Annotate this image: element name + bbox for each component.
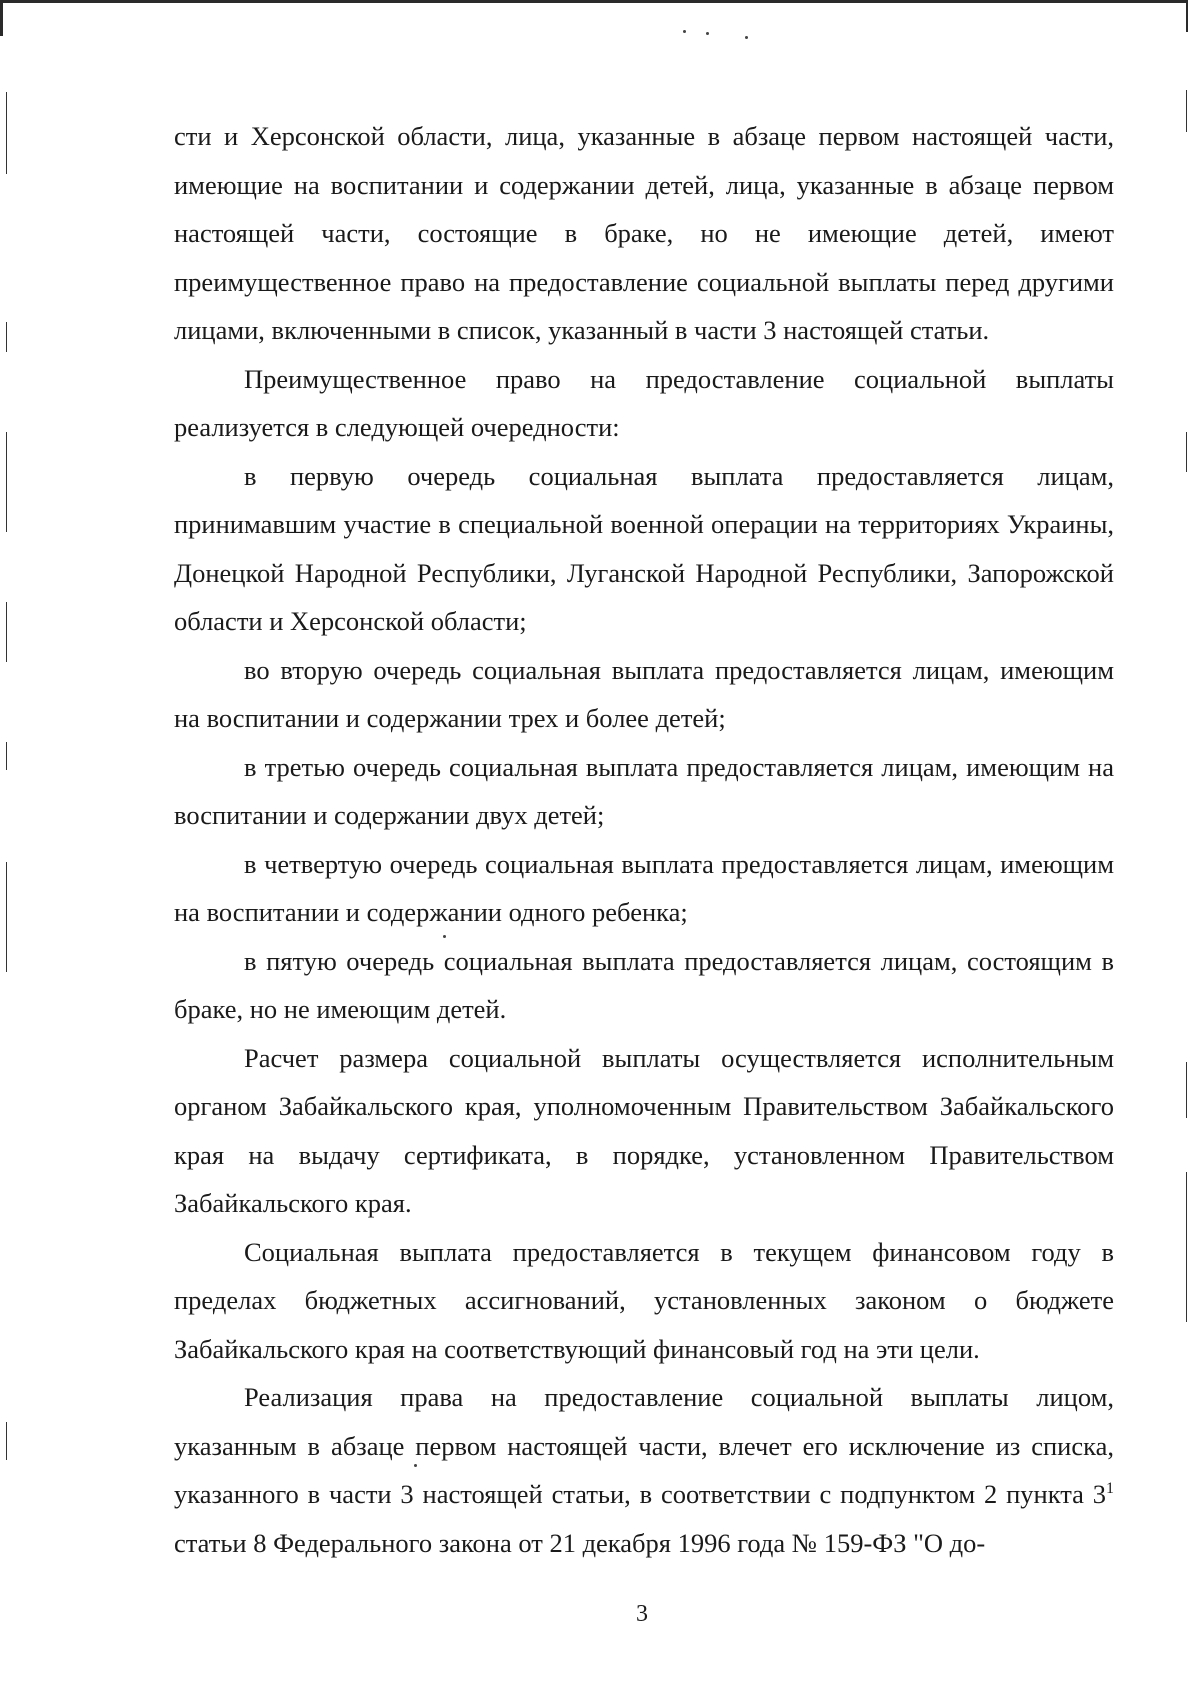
paragraph: Расчет размера социальной выплаты осуществляется исполнительным органом Забайкальского края, уполномоченным Правительством Забайкальского края на выдачу сертификата, в порядке, установленном Правительством Забайкальского края. [174, 1042, 1114, 1218]
scan-artifact [1186, 90, 1187, 132]
scan-artifact [745, 36, 748, 39]
scan-artifact [6, 602, 7, 662]
document-body [174, 112, 1114, 1567]
scan-artifact [6, 322, 7, 352]
scan-artifact [683, 30, 686, 33]
scan-artifact [1186, 432, 1187, 472]
scan-artifact [6, 432, 7, 532]
paragraph: во вторую очередь социальная выплата предоставляется лицам, имеющим на воспитании и содержании трех и более детей; [174, 654, 1114, 733]
scan-artifact [6, 1422, 7, 1460]
paragraph: Преимущественное право на предоставление социальной выплаты реализуется в следующей очередности: [174, 363, 1114, 442]
scan-border-right [1186, 0, 1188, 32]
scan-artifact [6, 862, 7, 972]
scan-artifact [706, 32, 709, 35]
paragraph: сти и Херсонской области, лица, указанные в абзаце первом настоящей части, имеющие на воспитании и содержании детей, лица, указанные в абзаце первом настоящей части, состоящие в браке, но не имеющие детей, имеют преимущественное право на предоставление социальной выплаты перед другими лицами, включенными в список, указанный в части 3 настоящей статьи. [174, 121, 1114, 345]
paragraph: в пятую очередь социальная выплата предоставляется лицам, состоящим в браке, но не имеющим детей. [174, 945, 1114, 1024]
scan-artifact [1186, 1172, 1187, 1322]
scan-artifact [1186, 1062, 1187, 1118]
paragraph-text: Реализация права на предоставление социальной выплаты лицом, указанным в абзаце первом настоящей части, влечет его исключение из списка, указанного в части 3 настоящей статьи, в соответствии с подпунктом 2 пункта 3 [174, 1382, 1114, 1509]
paragraph: в третью очередь социальная выплата предоставляется лицам, имеющим на воспитании и содержании двух детей; [174, 751, 1114, 830]
scan-border-left [0, 0, 3, 36]
scan-artifact [6, 742, 7, 770]
scan-border-top [0, 0, 1188, 3]
paragraph: в первую очередь социальная выплата предоставляется лицам, принимавшим участие в специальной военной операции на территориях Украины, Донецкой Народной Республики, Луганской Народной Республики, Запорожской области и Херсонской области; [174, 460, 1114, 636]
scan-artifact [6, 92, 7, 174]
page-number: 3 [636, 1601, 648, 1627]
paragraph: в четвертую очередь социальная выплата предоставляется лицам, имеющим на воспитании и содержании одного ребенка; [174, 848, 1114, 927]
paragraph-last [174, 1373, 1114, 1567]
superscript: 1 [1106, 1480, 1114, 1498]
paragraph: Социальная выплата предоставляется в текущем финансовом году в пределах бюджетных ассигнований, установленных законом о бюджете Забайкальского края на соответствующий финансовый год на эти цели. [174, 1236, 1114, 1364]
paragraph-text: статьи 8 Федерального закона от 21 декабря 1996 года № 159-ФЗ "О до- [174, 1527, 986, 1558]
